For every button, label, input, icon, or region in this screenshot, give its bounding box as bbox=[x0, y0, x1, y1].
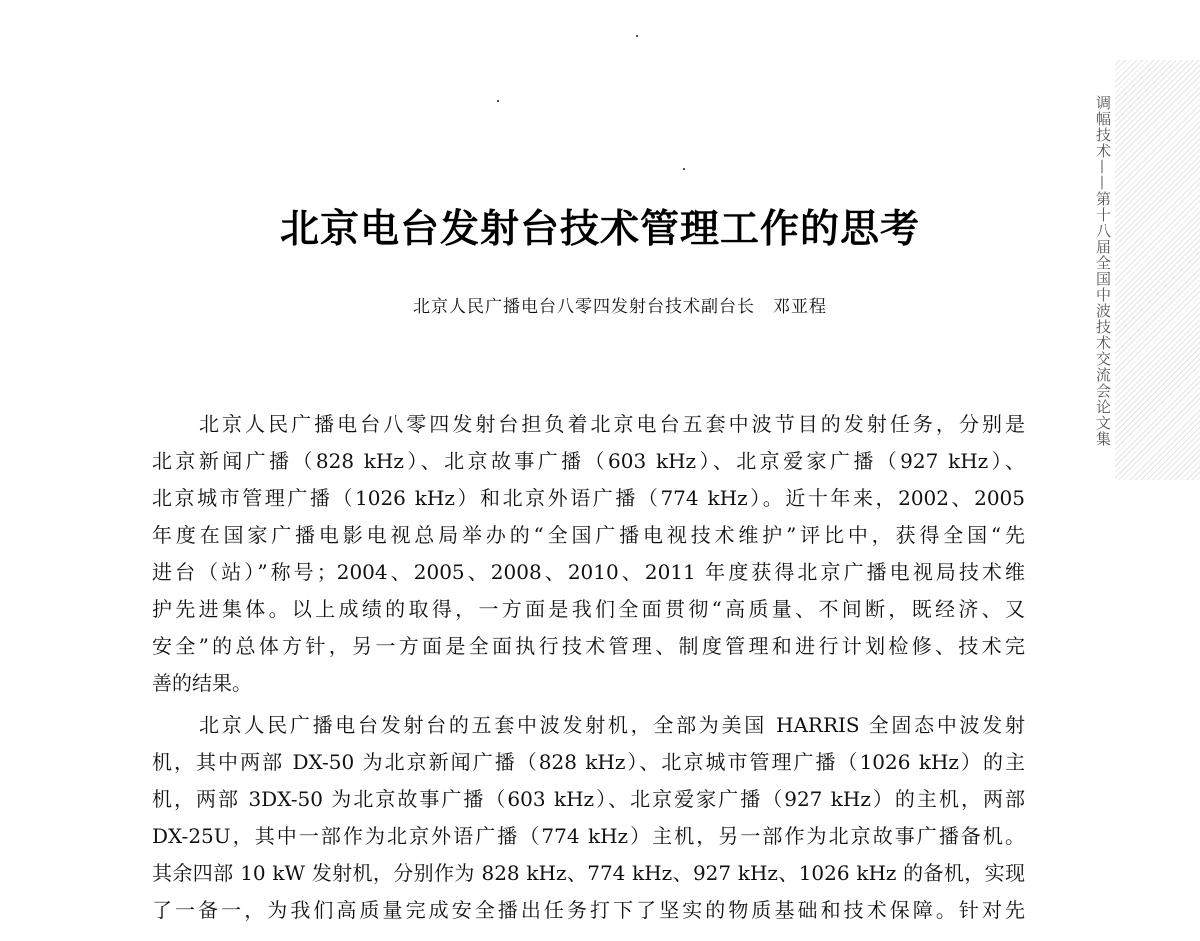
running-header: 调幅技术——第十八届全国中波技术交流会论文集 bbox=[1094, 95, 1112, 447]
text-line: 年度在国家广播电影电视总局举办的“全国广播电视技术维护”评比中，获得全国“先 bbox=[152, 523, 1025, 547]
scan-speck bbox=[497, 100, 499, 102]
text-line: 护先进集体。以上成绩的取得，一方面是我们全面贯彻“高质量、不间断，既经济、又 bbox=[152, 597, 1025, 621]
text-line: 北京城市管理广播（1026 kHz）和北京外语广播（774 kHz）。近十年来，2002、2005 bbox=[152, 486, 1025, 510]
text-line: 机，两部 3DX-50 为北京故事广播（603 kHz）、北京爱家广播（927 kHz）的主机，两部 bbox=[152, 787, 1025, 811]
page-edge-shading bbox=[1115, 60, 1200, 480]
text-line: 安全”的总体方针，另一方面是全面执行技术管理、制度管理和进行计划检修、技术完 bbox=[152, 634, 1025, 658]
scan-speck bbox=[683, 168, 685, 170]
text-line: 进台（站）”称号；2004、2005、2008、2010、2011 年度获得北京广播电视局技术维 bbox=[152, 560, 1025, 584]
text-line: DX-25U，其中一部作为北京外语广播（774 kHz）主机，另一部作为北京故事广播备机。 bbox=[152, 824, 1025, 848]
text-line: 其余四部 10 kW 发射机，分别作为 828 kHz、774 kHz、927 kHz、1026 kHz 的备机，实现 bbox=[152, 861, 1025, 885]
author-line: 北京人民广播电台八零四发射台技术副台长 邓亚程 bbox=[413, 297, 827, 317]
text-line: 北京新闻广播（828 kHz）、北京故事广播（603 kHz）、北京爱家广播（927 kHz）、 bbox=[152, 449, 1025, 473]
scan-speck bbox=[636, 35, 638, 37]
text-line: 北京人民广播电台发射台的五套中波发射机，全部为美国 HARRIS 全固态中波发射 bbox=[199, 713, 1025, 737]
text-line: 善的结果。 bbox=[152, 671, 252, 695]
article-title: 北京电台发射台技术管理工作的思考 bbox=[279, 207, 920, 252]
text-line: 了一备一，为我们高质量完成安全播出任务打下了坚实的物质基础和技术保障。针对先 bbox=[152, 898, 1025, 922]
text-line: 机，其中两部 DX-50 为北京新闻广播（828 kHz）、北京城市管理广播（1026 kHz）的主 bbox=[152, 750, 1025, 774]
text-line: 北京人民广播电台八零四发射台担负着北京电台五套中波节目的发射任务，分别是 bbox=[199, 412, 1025, 436]
